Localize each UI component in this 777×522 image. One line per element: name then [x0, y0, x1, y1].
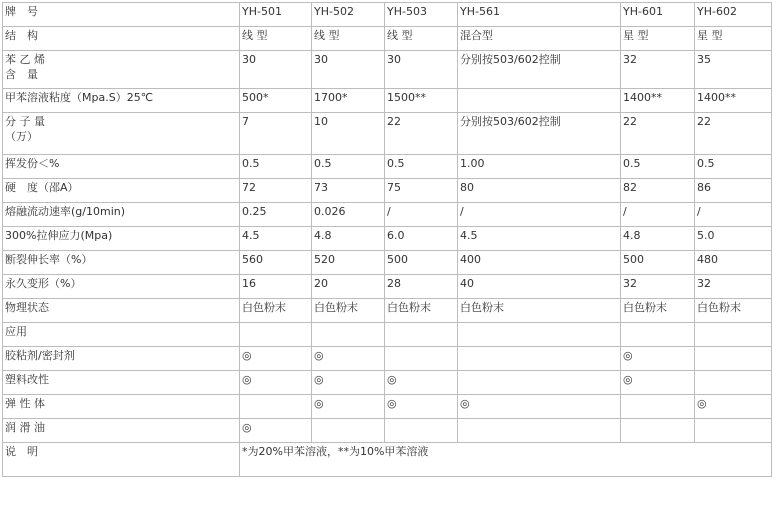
table-cell: 520	[312, 251, 385, 275]
table-cell: 1.00	[458, 155, 621, 179]
table-cell: 1500**	[385, 89, 458, 113]
table-cell	[240, 323, 312, 347]
table-row	[3, 323, 772, 347]
table-row	[3, 113, 772, 155]
table-cell: 86	[695, 179, 772, 203]
table-cell: 4.8	[312, 227, 385, 251]
table-cell: 400	[458, 251, 621, 275]
table-cell: 500	[621, 251, 695, 275]
row-header-cell: 苯 乙 烯 含 量	[3, 51, 240, 89]
table-cell: 白色粉末	[385, 299, 458, 323]
table-cell	[458, 323, 621, 347]
table-cell: YH-502	[312, 3, 385, 27]
table-cell: 1700*	[312, 89, 385, 113]
table-cell	[385, 347, 458, 371]
table-cell: 28	[385, 275, 458, 299]
table-cell: 白色粉末	[458, 299, 621, 323]
table-cell: 5.0	[695, 227, 772, 251]
table-cell: 0.25	[240, 203, 312, 227]
table-cell: YH-501	[240, 3, 312, 27]
row-header-cell: 断裂伸长率（%）	[3, 251, 240, 275]
table-cell: 500*	[240, 89, 312, 113]
table-cell: 1400**	[621, 89, 695, 113]
table-cell: 白色粉末	[695, 299, 772, 323]
table-cell: 0.5	[621, 155, 695, 179]
table-cell: 35	[695, 51, 772, 89]
table-cell: /	[385, 203, 458, 227]
table-cell: 500	[385, 251, 458, 275]
table-cell: 82	[621, 179, 695, 203]
table-cell: 0.5	[385, 155, 458, 179]
table-row	[3, 179, 772, 203]
table-cell	[385, 419, 458, 443]
row-header-cell: 牌 号	[3, 3, 240, 27]
table-cell	[695, 419, 772, 443]
table-cell: 75	[385, 179, 458, 203]
table-cell: YH-602	[695, 3, 772, 27]
table-cell: ◎	[385, 395, 458, 419]
table-cell: YH-561	[458, 3, 621, 27]
table-cell: /	[695, 203, 772, 227]
table-cell: ◎	[312, 347, 385, 371]
table-cell: 480	[695, 251, 772, 275]
table-cell: ◎	[621, 371, 695, 395]
table-cell: 分别按503/602控制	[458, 113, 621, 155]
table-cell: 线 型	[240, 27, 312, 51]
table-cell: 分别按503/602控制	[458, 51, 621, 89]
table-cell: YH-503	[385, 3, 458, 27]
table-cell: 72	[240, 179, 312, 203]
table-row	[3, 419, 772, 443]
table-cell: ◎	[240, 371, 312, 395]
table-cell	[312, 419, 385, 443]
table-cell: ◎	[695, 395, 772, 419]
table-cell	[458, 371, 621, 395]
table-cell: 22	[621, 113, 695, 155]
table-cell: 4.8	[621, 227, 695, 251]
table-cell: 白色粉末	[240, 299, 312, 323]
table-row	[3, 251, 772, 275]
table-row	[3, 155, 772, 179]
table-cell	[312, 323, 385, 347]
note-row	[3, 443, 772, 477]
table-cell: 线 型	[385, 27, 458, 51]
table-cell: 20	[312, 275, 385, 299]
table-cell	[385, 323, 458, 347]
table-cell: 30	[240, 51, 312, 89]
table-cell: /	[621, 203, 695, 227]
table-cell: ◎	[458, 395, 621, 419]
table-cell: 7	[240, 113, 312, 155]
row-header-cell: 结 构	[3, 27, 240, 51]
table-cell: 星 型	[621, 27, 695, 51]
table-cell: 80	[458, 179, 621, 203]
note-text: *为20%甲苯溶液，**为10%甲苯溶液	[240, 443, 772, 477]
table-cell: YH-601	[621, 3, 695, 27]
table-row	[3, 275, 772, 299]
table-row	[3, 89, 772, 113]
table-cell: 线 型	[312, 27, 385, 51]
table-cell: ◎	[312, 395, 385, 419]
table-cell: ◎	[240, 419, 312, 443]
row-header-cell: 分 子 量 （万）	[3, 113, 240, 155]
table-row	[3, 395, 772, 419]
table-cell: 30	[385, 51, 458, 89]
table-cell: 16	[240, 275, 312, 299]
table-cell: 星 型	[695, 27, 772, 51]
row-header-cell: 甲苯溶液粘度（Mpa.S）25℃	[3, 89, 240, 113]
table-cell: 30	[312, 51, 385, 89]
table-cell: 22	[385, 113, 458, 155]
table-cell: ◎	[621, 347, 695, 371]
row-header-cell: 塑料改性	[3, 371, 240, 395]
table-cell: 0.5	[312, 155, 385, 179]
table-row	[3, 3, 772, 27]
table-cell: 73	[312, 179, 385, 203]
row-header-cell: 胶粘剂/密封剂	[3, 347, 240, 371]
table-cell	[458, 347, 621, 371]
table-cell: 6.0	[385, 227, 458, 251]
table-cell	[458, 89, 621, 113]
table-cell: 0.5	[695, 155, 772, 179]
row-header-cell: 挥发份＜%	[3, 155, 240, 179]
row-header-cell: 永久变形（%）	[3, 275, 240, 299]
table-cell: 4.5	[240, 227, 312, 251]
table-cell: 4.5	[458, 227, 621, 251]
table-cell: 32	[621, 51, 695, 89]
row-header-cell: 弹 性 体	[3, 395, 240, 419]
row-header-cell: 物理状态	[3, 299, 240, 323]
row-header-cell: 润 滑 油	[3, 419, 240, 443]
table-cell	[458, 419, 621, 443]
table-cell: 560	[240, 251, 312, 275]
table-cell: 32	[621, 275, 695, 299]
table-row	[3, 299, 772, 323]
table-cell	[621, 419, 695, 443]
note-label: 说 明	[3, 443, 240, 477]
table-cell: ◎	[312, 371, 385, 395]
table-cell: 22	[695, 113, 772, 155]
table-cell: 32	[695, 275, 772, 299]
table-row	[3, 371, 772, 395]
table-cell: ◎	[385, 371, 458, 395]
row-header-cell: 熔融流动速率(g/10min)	[3, 203, 240, 227]
table-row	[3, 227, 772, 251]
product-spec-table	[2, 2, 772, 477]
table-cell: 白色粉末	[312, 299, 385, 323]
table-cell: 混合型	[458, 27, 621, 51]
table-cell: 40	[458, 275, 621, 299]
row-header-cell: 300%拉伸应力(Mpa)	[3, 227, 240, 251]
table-row	[3, 27, 772, 51]
row-header-cell: 应用	[3, 323, 240, 347]
table-cell: ◎	[240, 347, 312, 371]
table-body	[3, 3, 772, 477]
table-row	[3, 347, 772, 371]
table-cell: /	[458, 203, 621, 227]
table-cell: 0.5	[240, 155, 312, 179]
table-cell: 10	[312, 113, 385, 155]
table-cell: 白色粉末	[621, 299, 695, 323]
table-cell	[695, 347, 772, 371]
table-row	[3, 203, 772, 227]
table-row	[3, 51, 772, 89]
row-header-cell: 硬 度（邵A）	[3, 179, 240, 203]
table-cell: 0.026	[312, 203, 385, 227]
table-cell	[695, 323, 772, 347]
table-cell	[621, 323, 695, 347]
table-cell	[621, 395, 695, 419]
table-cell	[240, 395, 312, 419]
table-cell	[695, 371, 772, 395]
table-cell: 1400**	[695, 89, 772, 113]
